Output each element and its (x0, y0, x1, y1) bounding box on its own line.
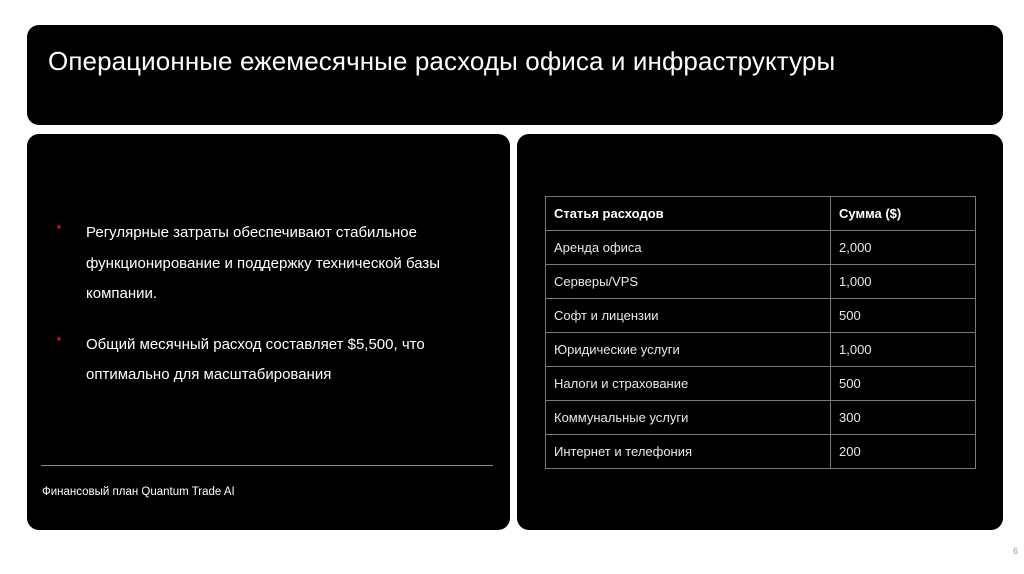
cell-item: Софт и лицензии (546, 299, 831, 333)
cell-amount: 200 (831, 435, 976, 469)
table-row (546, 265, 976, 299)
bullet-item (57, 218, 477, 310)
table-row (546, 367, 976, 401)
header-amount: Сумма ($) (831, 197, 976, 231)
table-panel (517, 134, 1003, 530)
table-header-row (546, 197, 976, 231)
table-row (546, 299, 976, 333)
cell-amount: 1,000 (831, 265, 976, 299)
cell-item: Интернет и телефония (546, 435, 831, 469)
bullets-panel (27, 134, 510, 530)
table-row (546, 401, 976, 435)
bullet-item (57, 330, 477, 391)
cell-item: Налоги и страхование (546, 367, 831, 401)
cell-item: Юридические услуги (546, 333, 831, 367)
bullet-list (57, 218, 477, 411)
header-item: Статья расходов (546, 197, 831, 231)
page-number: 6 (1013, 546, 1019, 556)
footer-text: Финансовый план Quantum Trade AI (42, 486, 235, 498)
bullet-dot-icon: • (57, 331, 62, 346)
cell-item: Серверы/VPS (546, 265, 831, 299)
bullet-text: Общий месячный расход составляет $5,500, что оптимально для масштабирования (86, 335, 425, 383)
table-row (546, 231, 976, 265)
cell-amount: 1,000 (831, 333, 976, 367)
table-row (546, 333, 976, 367)
bullet-text: Регулярные затраты обеспечивают стабильное функционирование и поддержку технической базы компании. (86, 224, 441, 302)
footer-divider (41, 465, 493, 466)
cell-amount: 2,000 (831, 231, 976, 265)
expense-table (545, 196, 976, 469)
cell-amount: 500 (831, 299, 976, 333)
cell-amount: 300 (831, 401, 976, 435)
cell-amount: 500 (831, 367, 976, 401)
table-row (546, 435, 976, 469)
cell-item: Коммунальные услуги (546, 401, 831, 435)
title-panel (27, 25, 1003, 125)
bullet-dot-icon: • (57, 220, 62, 234)
cell-item: Аренда офиса (546, 231, 831, 265)
slide-title: Операционные ежемесячные расходы офиса и инфраструктуры (48, 46, 836, 76)
